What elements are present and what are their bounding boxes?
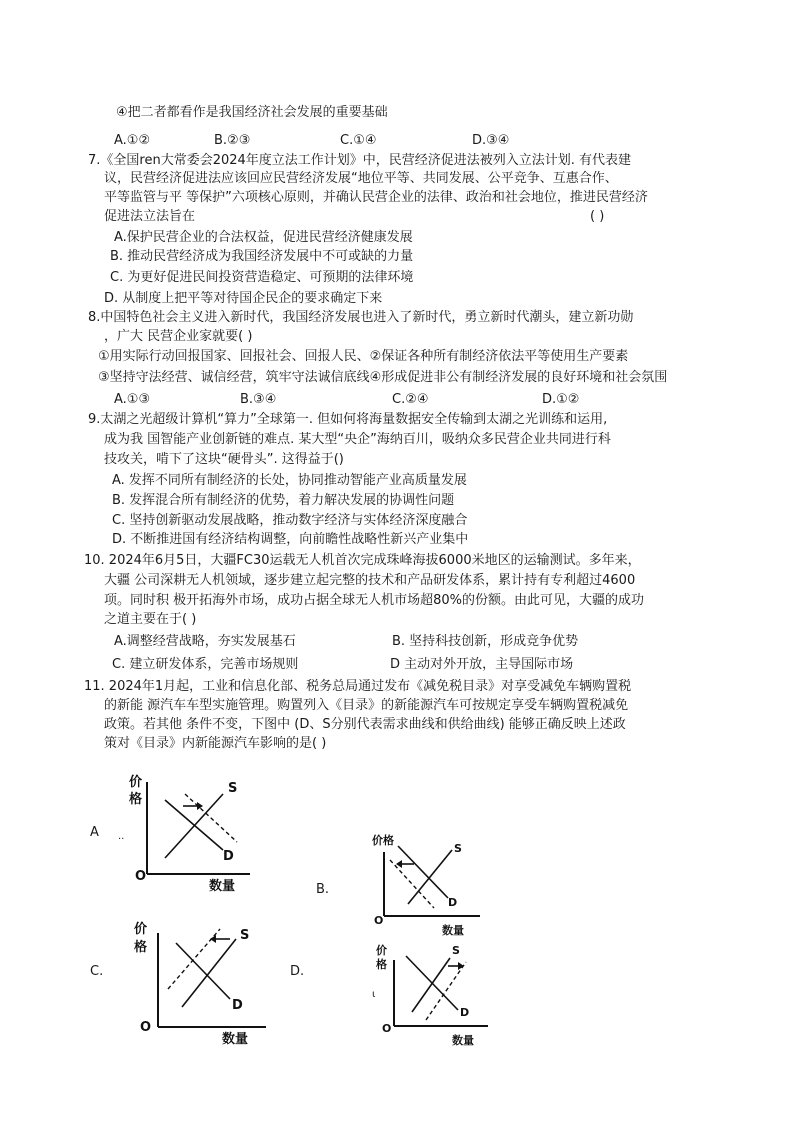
graph-c-s-label: S xyxy=(240,928,250,943)
graph-a-x-label: 数量 xyxy=(209,879,236,894)
q11-stem-line-3: 政策。若其他 条件不变，下图中 (D、S分别代表需求曲线和供给曲线) 能够正确反映上述政 xyxy=(104,717,626,732)
graph-a-y-label-1: 价 xyxy=(129,775,143,790)
q6-item-4: ④把二者都看作是我国经济社会发展的重要基础 xyxy=(116,105,388,120)
graph-d-arrowhead xyxy=(458,962,464,970)
graph-d-letter[interactable]: D. xyxy=(290,964,305,979)
graph-d xyxy=(372,940,492,1050)
q8-item-3-4: ③坚持守法经营、诚信经营，筑牢守法诚信底线④形成促进非公有制经济发展的良好环境和社会氛围 xyxy=(98,370,668,385)
q10-stem-line-3: 项。同时积 极开拓海外市场，成功占据全球无人机市场超80%的份额。由此可见，大疆的成功 xyxy=(104,593,645,608)
q8-stem-line-2: ，广大 民营企业家就要( ) xyxy=(104,329,253,344)
q8-option-b[interactable]: B.③④ xyxy=(240,392,277,407)
graph-c-letter[interactable]: C. xyxy=(90,964,104,979)
q6-option-d[interactable]: D.③④ xyxy=(472,133,510,148)
graph-a-origin: O xyxy=(135,869,147,884)
q11-stem-line-2: 的新能 源汽车车型实施管理。购置列入《目录》的新能源汽车可按规定享受车辆购置税减免 xyxy=(104,698,629,713)
graph-a-mark: .. xyxy=(118,831,125,842)
q9-stem-line-1: 9.太湖之光超级计算机“算力”全球第一. 但如何将海量数据安全传输到太湖之光训练和运用, xyxy=(88,412,608,427)
graph-a-arrowhead xyxy=(197,802,203,810)
q7-option-a[interactable]: A.保护民营企业的合法权益，促进民营经济健康发展 xyxy=(114,230,413,245)
q8-stem-line-1: 8.中国特色社会主义进入新时代，我国经济发展也进入了新时代，勇立新时代潮头，建立新功勋 xyxy=(88,310,634,325)
graph-d-d-label: D xyxy=(460,1006,470,1019)
q7-option-c[interactable]: C. 为更好促进民间投资营造稳定、可预期的法律环境 xyxy=(110,270,414,285)
q6-option-c[interactable]: C.①④ xyxy=(340,133,377,148)
q10-option-b[interactable]: B. 坚持科技创新，形成竞争优势 xyxy=(392,634,579,649)
q7-stem-line-3: 平等监管与平 等保护”六项核心原则，并确认民营企业的法律、政治和社会地位，推进民营经济 xyxy=(104,190,648,205)
graph-c xyxy=(130,915,270,1045)
q6-option-a[interactable]: A.①② xyxy=(114,133,151,148)
q8-option-a[interactable]: A.①③ xyxy=(114,392,151,407)
graph-b xyxy=(368,830,486,942)
graph-b-s-label: S xyxy=(454,842,462,855)
graph-d-s-label: S xyxy=(452,944,460,957)
q9-option-c[interactable]: C. 坚持创新驱动发展战略，推动数字经济与实体经济深度融合 xyxy=(112,513,468,528)
graph-d-supply-curve xyxy=(412,958,450,1012)
q7-stem-line-1: 7.《全国ren大常委会2024年度立法工作计划》中，民营经济促进法被列入立法计划. 有代表建 xyxy=(88,153,632,168)
q7-stem-line-2: 议，民营经济促进法应该回应民营经济发展“地位平等、共同发展、公平竞争、互惠合作、 xyxy=(104,171,618,186)
q10-option-d[interactable]: D 主动对外开放，主导国际市场 xyxy=(390,657,574,672)
q8-option-c[interactable]: C.②④ xyxy=(392,392,429,407)
graph-d-y-label-1: 价 xyxy=(376,944,387,957)
graph-b-d-label: D xyxy=(448,896,458,909)
graph-d-x-label: 数量 xyxy=(452,1034,474,1047)
q7-option-b[interactable]: B. 推动民营经济成为我国经济发展中不可或缺的力量 xyxy=(110,249,414,264)
q10-stem-line-4: 之道主要在于( ) xyxy=(104,612,197,627)
graph-d-mark: ι xyxy=(372,989,376,1000)
q9-option-d[interactable]: D. 不断推进国有经济结构调整，向前瞻性战略性新兴产业集中 xyxy=(112,532,469,547)
q8-item-1-2: ①用实际行动回报国家、回报社会、回报人民、②保证各种所有制经济依法平等使用生产要素 xyxy=(98,349,629,364)
q7-option-d[interactable]: D. 从制度上把平等对待国企民企的要求确定下来 xyxy=(104,291,383,306)
graph-c-y-label-1: 价 xyxy=(134,922,148,937)
q11-stem-line-4: 策对《目录》内新能源汽车影响的是( ) xyxy=(104,736,327,751)
q9-option-a[interactable]: A. 发挥不同所有制经济的长处，协同推动智能产业高质量发展 xyxy=(112,473,467,488)
q6-option-b[interactable]: B.②③ xyxy=(214,133,251,148)
graph-a-supply-curve xyxy=(165,794,223,858)
graph-b-demand-shifted xyxy=(390,860,434,908)
graph-c-y-label-2: 格 xyxy=(134,940,148,955)
q10-option-a[interactable]: A.调整经营战略，夯实发展基石 xyxy=(114,634,296,649)
graph-b-demand-curve xyxy=(398,846,448,898)
graph-b-letter[interactable]: B. xyxy=(316,882,330,897)
graph-c-x-label: 数量 xyxy=(222,1032,249,1045)
graph-a-s-label: S xyxy=(228,781,238,796)
q9-stem-line-2: 成为我 国智能产业创新链的难点. 某大型“央企”海纳百川，吸纳众多民营企业共同进行科 xyxy=(104,432,611,447)
graph-c-origin: O xyxy=(140,1020,152,1035)
q10-option-c[interactable]: C. 建立研发体系，完善市场规则 xyxy=(112,657,299,672)
graph-a xyxy=(125,770,255,895)
graph-b-x-label: 数量 xyxy=(442,924,464,937)
q9-stem-line-3: 技攻关，啃下了这块“硬骨头”. 这得益于() xyxy=(104,452,344,467)
graph-c-d-label: D xyxy=(232,998,243,1013)
q8-option-d[interactable]: D.①② xyxy=(542,392,580,407)
graph-d-origin: O xyxy=(382,1022,392,1035)
graph-a-d-label: D xyxy=(223,849,234,864)
graph-c-arrowhead xyxy=(210,935,216,943)
q10-stem-line-2: 大疆 公司深耕无人机领域，逐步建立起完整的技术和产品研发体系，累计持有专利超过4600 xyxy=(104,573,636,588)
graph-a-letter[interactable]: A xyxy=(90,825,99,840)
q7-stem-line-4: 促进法立法旨在 xyxy=(104,209,196,224)
q9-option-b[interactable]: B. 发挥混合所有制经济的优势，着力解决发展的协调性问题 xyxy=(112,493,455,508)
graph-d-y-label-2: 格 xyxy=(376,958,387,971)
q10-stem-line-1: 10. 2024年6月5日，大疆FC30运载无人机首次完成珠峰海拔6000米地区的运输测试。多年来， xyxy=(84,553,641,568)
q11-stem-line-1: 11. 2024年1月起，工业和信息化部、税务总局通过发布《减免税目录》对享受减免车辆购置税 xyxy=(84,679,632,694)
graph-a-y-label-2: 格 xyxy=(129,792,143,807)
graph-b-y-label: 价格 xyxy=(372,834,394,847)
graph-a-demand-shifted xyxy=(185,794,237,842)
q7-answer-bracket: ( ) xyxy=(590,209,605,224)
graph-b-origin: O xyxy=(374,914,384,927)
